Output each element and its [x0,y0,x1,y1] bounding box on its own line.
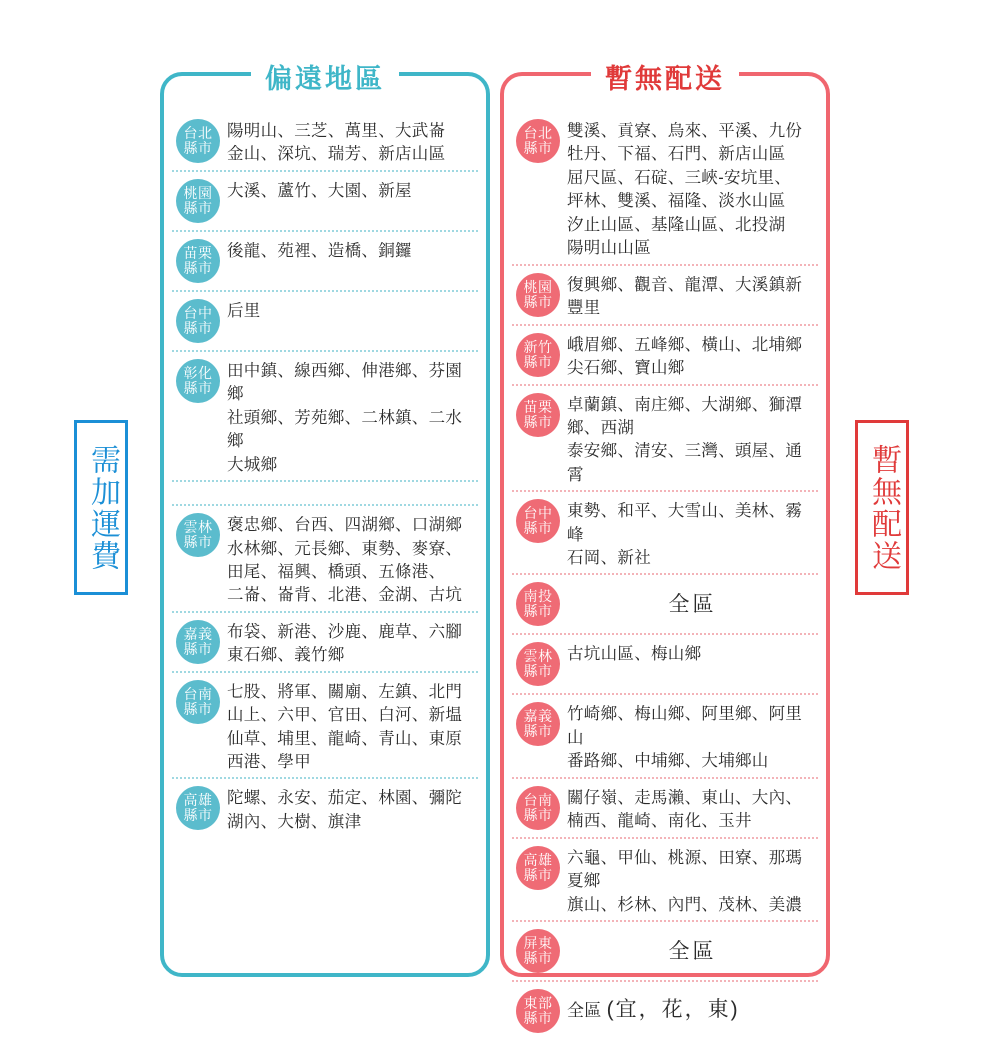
region-badge-line: 台南 [523,791,553,808]
region-row [172,352,478,482]
region-row [172,292,478,352]
region-badge-line: 台北 [523,125,553,141]
region-badge [176,359,220,403]
region-places: 後龍、苑裡、造橋、銅鑼 [227,242,412,260]
region-badge-line: 縣市 [523,866,553,883]
region-badge [176,239,220,283]
region-badge-line: 高雄 [523,851,553,868]
region-badge [176,620,220,664]
region-badge [176,680,220,724]
region-badge-line: 縣市 [523,723,553,740]
region-badge-line: 縣市 [523,663,553,680]
region-row [172,779,478,837]
region-row [512,779,818,839]
region-places: 褒忠鄉、台西、四湖鄉、口湖鄉 水林鄉、元長鄉、東勢、麥寮、 田尾、福興、橋頭、五條港、 二崙、崙背、北港、金湖、古坑 [227,516,463,605]
region-badge [516,786,560,830]
region-badge [176,179,220,223]
region-badge-line: 縣市 [523,806,553,823]
region-places: 全區 [668,593,717,617]
region-places: 六龜、甲仙、桃源、田寮、那瑪夏鄉 旗山、杉林、內門、茂林、美濃 [567,848,803,914]
side-label-surcharge: 需加運費 [74,420,128,595]
region-row [512,982,818,1040]
region-row [512,575,818,635]
region-row [512,112,818,266]
region-badge-line: 嘉義 [183,625,213,642]
region-places: 竹崎鄉、梅山鄉、阿里鄉、阿里山 番路鄉、中埔鄉、大埔鄉山 [567,705,803,771]
region-badge-line: 雲林 [183,519,213,536]
region-badge [176,299,220,343]
row-spacer [172,482,478,506]
region-row [512,386,818,493]
region-badge [176,513,220,557]
region-badge [516,702,560,746]
region-badge-line: 縣市 [523,520,553,537]
region-places: 復興鄉、觀音、龍潭、大溪鎮新豐里 [567,275,803,317]
region-badge-line: 東部 [523,995,553,1012]
region-badge-line: 縣市 [183,380,213,396]
panel-remote-rows [172,112,478,969]
region-badge-line: 縣市 [523,140,553,156]
region-places: 后里 [227,302,261,320]
region-row [512,326,818,386]
region-row [512,266,818,326]
region-places: 大溪、蘆竹、大園、新屋 [227,182,412,200]
region-badge [516,499,560,543]
region-badge [516,333,560,377]
region-places-detail: (宜，花，東) [606,998,740,1022]
region-row [172,112,478,172]
region-badge-line: 嘉義 [523,708,553,725]
region-badge [516,582,560,626]
region-badge [176,119,220,163]
region-row [512,635,818,695]
region-places: 古坑山區、梅山鄉 [567,645,702,664]
panel-remote-title: 偏遠地區 [251,57,399,96]
region-places [567,985,818,1025]
region-badge-line: 縣市 [183,320,213,336]
region-row [172,673,478,780]
region-badge [516,846,560,890]
side-label-no-delivery: 暫無配送 [855,420,909,595]
region-row [512,839,818,922]
region-badge [516,273,560,317]
region-badge-line: 台中 [523,505,553,522]
region-badge-line: 新竹 [523,338,553,355]
region-badge-line: 縣市 [183,140,213,156]
panel-no-delivery-areas [500,64,830,1027]
region-places: 布袋、新港、沙鹿、鹿草、六腳 東石鄉、義竹鄉 [227,622,463,665]
region-places-prefix: 全區 [567,1001,607,1021]
region-badge-line: 縣市 [523,1010,553,1027]
region-badge-line: 縣市 [523,950,553,967]
region-places: 七股、將軍、關廟、左鎮、北門 山上、六甲、官田、白河、新塭 仙草、埔里、龍崎、青山、東原 西港、學甲 [227,682,463,772]
panel-no-delivery-title: 暫無配送 [591,57,739,96]
region-row [172,232,478,292]
region-row [172,506,478,613]
region-badge-line: 屏東 [523,935,553,952]
region-badge [516,929,560,973]
region-badge-line: 縣市 [183,534,213,551]
region-badge-line: 縣市 [523,603,553,620]
region-places: 關仔嶺、走馬瀨、東山、大內、 楠西、龍崎、南化、玉井 [567,788,803,831]
region-row [172,613,478,673]
region-badge-line: 縣市 [523,353,553,370]
region-badge-line: 雲林 [523,648,553,665]
region-badge-line: 苗栗 [523,398,553,415]
region-badge-line: 縣市 [183,200,213,216]
region-badge-line: 縣市 [523,293,553,310]
region-badge-line: 台中 [183,305,213,321]
region-badge [516,642,560,686]
region-badge-line: 台北 [183,125,213,141]
region-badge-line: 高雄 [183,792,213,809]
region-badge-line: 南投 [523,588,553,605]
region-badge-line: 縣市 [183,700,213,717]
panel-no-delivery-rows [512,112,818,1027]
region-badge-line: 桃園 [183,185,213,201]
region-badge-line: 桃園 [523,278,553,295]
region-badge-line: 苗栗 [183,245,213,261]
region-badge [516,393,560,437]
region-places: 雙溪、貢寮、烏來、平溪、九份 牡丹、下福、石門、新店山區 屈尺區、石碇、三峽-安坑里、 坪林、雙溪、福隆、淡水山區 汐止山區、基隆山區、北投湖 陽明山山區 [567,122,803,258]
region-places: 陽明山、三芝、萬里、大武崙 金山、深坑、瑞芳、新店山區 [227,122,446,164]
region-places: 東勢、和平、大雪山、美林、霧峰 石岡、新社 [567,502,803,568]
region-badge-line: 縣市 [183,640,213,657]
panel-remote-areas [160,64,490,977]
region-badge [516,989,560,1033]
region-places: 田中鎮、線西鄉、伸港鄉、芬園鄉 社頭鄉、芳苑鄉、二林鎮、二水鄉 大城鄉 [227,362,463,474]
region-badge-line: 縣市 [523,413,553,430]
region-places: 陀螺、永安、茄定、林園、彌陀 湖內、大樹、旗津 [227,789,463,831]
region-row [512,492,818,575]
region-places: 峨眉鄉、五峰鄉、橫山、北埔鄉 尖石鄉、寶山鄉 [567,335,803,377]
region-badge [516,119,560,163]
region-row [512,695,818,778]
region-places: 卓蘭鎮、南庄鄉、大湖鄉、獅潭鄉、西湖 泰安鄉、清安、三灣、頭屋、通霄 [567,395,803,484]
region-badge-line: 台南 [183,685,213,702]
region-badge-line: 縣市 [183,807,213,824]
region-badge-line: 縣市 [183,260,213,276]
region-row [172,172,478,232]
region-row [512,922,818,982]
region-badge [176,786,220,830]
region-places: 全區 [668,940,717,964]
region-badge-line: 彰化 [183,365,213,381]
